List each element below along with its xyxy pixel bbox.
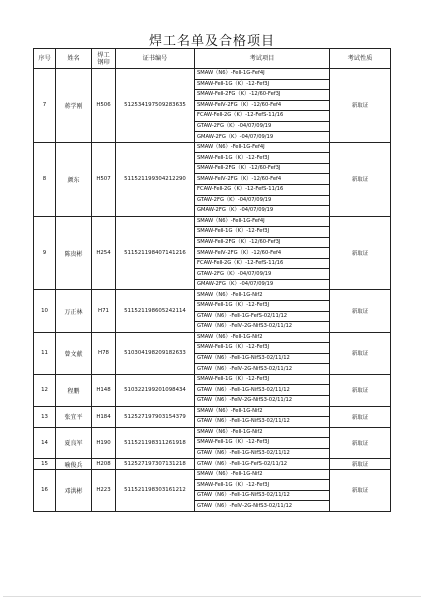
welder-name-cell: 邓洪彬 <box>56 469 92 511</box>
exam-nature-cell: 新取证 <box>330 374 391 406</box>
welder-name-cell: 程鹏 <box>56 374 92 406</box>
exam-item-cell: GTAW（N6）-FeⅡ-1G-FefS-02/11/12 <box>195 311 330 322</box>
welder-cert-cell: 511521198303161212 <box>116 469 195 511</box>
header-nature: 考试性质 <box>330 49 391 69</box>
table-row <box>34 69 391 80</box>
exam-item-cell: GTAW（N6）-FeⅡ-1G-NifS3-02/11/12 <box>195 353 330 364</box>
welder-name-cell: 颜东 <box>56 142 92 216</box>
welder-stamp-cell: H190 <box>92 427 116 459</box>
exam-item-cell: FCAW-FeⅡ-2G（K）-12-FefS-11/16 <box>195 111 330 122</box>
welder-cert-cell: 510322199201098434 <box>116 374 195 406</box>
table-body <box>34 69 391 512</box>
header-items: 考试项目 <box>195 49 330 69</box>
welder-name-cell: 蒋学刚 <box>56 69 92 143</box>
exam-nature-cell: 新取证 <box>330 69 391 143</box>
exam-item-cell: SMAW（N6）-FeⅡ-1G-Fef4J <box>195 142 330 153</box>
exam-nature-cell: 新取证 <box>330 216 391 290</box>
welder-stamp-cell: H507 <box>92 142 116 216</box>
welder-cert-cell: 511521198311261918 <box>116 427 195 459</box>
welder-seq-cell: 13 <box>34 406 56 427</box>
exam-item-cell: SMAW-FeⅡ-1G（K）-12-Fef3J <box>195 343 330 354</box>
exam-item-cell: SMAW（N6）-FeⅡ-1G-Nif2 <box>195 469 330 480</box>
exam-item-cell: GMAW-2FG（K）-04/07/09/19 <box>195 132 330 143</box>
exam-item-cell: GTAW-2FG（K）-04/07/09/19 <box>195 195 330 206</box>
exam-item-cell: GTAW（N6）-FeⅡ-1G-NifS3-02/11/12 <box>195 490 330 501</box>
exam-item-cell: FCAW-FeⅡ-2G（K）-12-FefS-11/16 <box>195 185 330 196</box>
exam-item-cell: SMAW-FeⅡ-1G（K）-12-Fef3J <box>195 301 330 312</box>
exam-item-cell: SMAW-FeⅣ-2FG（K）-12/60-Fef4 <box>195 248 330 259</box>
table-row <box>34 469 391 480</box>
exam-item-cell: GMAW-2FG（K）-04/07/09/19 <box>195 206 330 217</box>
exam-item-cell: SMAW（N6）-FeⅡ-1G-Nif2 <box>195 427 330 438</box>
welder-cert-cell: 512534197509283635 <box>116 69 195 143</box>
welder-seq-cell: 7 <box>34 69 56 143</box>
table-header-row <box>34 49 391 69</box>
welder-cert-cell: 511521198407141216 <box>116 216 195 290</box>
exam-item-cell: SMAW-FeⅣ-2FG（K）-12/60-Fef4 <box>195 174 330 185</box>
exam-item-cell: SMAW-FeⅡ-2FG（K）-12/60-Fef3J <box>195 163 330 174</box>
table-row <box>34 374 391 385</box>
welder-name-cell: 万正林 <box>56 290 92 332</box>
welder-name-cell: 张宜平 <box>56 406 92 427</box>
welder-name-cell: 陈贵彬 <box>56 216 92 290</box>
header-stamp: 焊工钢印 <box>92 49 116 69</box>
exam-item-cell: GTAW（N6）-FeⅡ-1G-NifS3-02/11/12 <box>195 448 330 459</box>
welder-stamp-cell: H506 <box>92 69 116 143</box>
welder-name-cell: 夏良军 <box>56 427 92 459</box>
exam-item-cell: SMAW-FeⅡ-1G（K）-12-Fef3J <box>195 480 330 491</box>
exam-item-cell: SMAW（N6）-FeⅡ-1G-Fef4J <box>195 216 330 227</box>
welder-cert-cell: 511521198605242114 <box>116 290 195 332</box>
welder-cert-cell: 512527197903154379 <box>116 406 195 427</box>
page-edge <box>3 596 421 597</box>
exam-nature-cell: 新取证 <box>330 469 391 511</box>
exam-item-cell: GTAW（N6）-FeⅡ-1G-FefS-02/11/12 <box>195 459 330 470</box>
table-row <box>34 406 391 417</box>
welder-stamp-cell: H148 <box>92 374 116 406</box>
exam-item-cell: GTAW-2FG（K）-04/07/09/19 <box>195 121 330 132</box>
welder-stamp-cell: H208 <box>92 459 116 470</box>
exam-item-cell: GMAW-2FG（K）-04/07/09/19 <box>195 279 330 290</box>
welder-seq-cell: 11 <box>34 332 56 374</box>
exam-item-cell: GTAW（N6）-FeⅣ-2G-NifS3-02/11/12 <box>195 395 330 406</box>
exam-item-cell: SMAW（N6）-FeⅡ-1G-Nif2 <box>195 406 330 417</box>
welder-stamp-cell: H184 <box>92 406 116 427</box>
exam-item-cell: GTAW（N6）-FeⅣ-2G-NifS3-02/11/12 <box>195 322 330 333</box>
exam-nature-cell: 新取证 <box>330 142 391 216</box>
exam-nature-cell: 新取证 <box>330 406 391 427</box>
welder-seq-cell: 16 <box>34 469 56 511</box>
exam-item-cell: SMAW-FeⅣ-2FG（K）-12/60-Fef4 <box>195 100 330 111</box>
welder-seq-cell: 14 <box>34 427 56 459</box>
exam-item-cell: GTAW（N6）-FeⅣ-2G-NifS3-02/11/12 <box>195 501 330 512</box>
exam-item-cell: SMAW-FeⅡ-2FG（K）-12/60-Fef3J <box>195 237 330 248</box>
exam-item-cell: GTAW-2FG（K）-04/07/09/19 <box>195 269 330 280</box>
exam-nature-cell: 新取证 <box>330 290 391 332</box>
table-row <box>34 427 391 438</box>
exam-item-cell: FCAW-FeⅡ-2G（K）-12-FefS-11/16 <box>195 258 330 269</box>
table-row <box>34 142 391 153</box>
document-title: 焊工名单及合格项目 <box>148 34 275 49</box>
exam-item-cell: GTAW（N6）-FeⅡ-1G-NifS3-02/11/12 <box>195 417 330 428</box>
exam-item-cell: GTAW（N6）-FeⅡ-1G-NifS3-02/11/12 <box>195 385 330 396</box>
header-cert: 证书编号 <box>116 49 195 69</box>
table-row <box>34 332 391 343</box>
exam-item-cell: SMAW-FeⅡ-2FG（K）-12/60-Fef3J <box>195 90 330 101</box>
exam-item-cell: GTAW（N6）-FeⅣ-2G-NifS3-02/11/12 <box>195 364 330 375</box>
exam-nature-cell: 新取证 <box>330 427 391 459</box>
exam-item-cell: SMAW-FeⅡ-1G（K）-12-Fef3J <box>195 227 330 238</box>
exam-nature-cell: 新取证 <box>330 459 391 470</box>
welder-seq-cell: 8 <box>34 142 56 216</box>
exam-item-cell: SMAW-FeⅡ-1G（K）-12-Fef3J <box>195 153 330 164</box>
welder-seq-cell: 10 <box>34 290 56 332</box>
welder-name-cell: 曾文献 <box>56 332 92 374</box>
welder-cert-cell: 510304198209182633 <box>116 332 195 374</box>
exam-item-cell: SMAW（N6）-FeⅡ-1G-Nif2 <box>195 290 330 301</box>
exam-item-cell: SMAW-FeⅡ-1G（K）-12-Fef3J <box>195 79 330 90</box>
exam-item-cell: SMAW-FeⅡ-1G（K）-12-Fef3J <box>195 374 330 385</box>
welder-stamp-cell: H78 <box>92 332 116 374</box>
welder-cert-cell: 511521199304212290 <box>116 142 195 216</box>
exam-nature-cell: 新取证 <box>330 332 391 374</box>
welder-seq-cell: 9 <box>34 216 56 290</box>
welder-seq-cell: 15 <box>34 459 56 470</box>
welder-name-cell: 喻俊兵 <box>56 459 92 470</box>
welder-table <box>33 48 391 512</box>
exam-item-cell: SMAW（N6）-FeⅡ-1G-Nif2 <box>195 332 330 343</box>
welder-stamp-cell: H223 <box>92 469 116 511</box>
header-name: 姓名 <box>56 49 92 69</box>
table-row <box>34 459 391 470</box>
header-seq: 序号 <box>34 49 56 69</box>
table-row <box>34 290 391 301</box>
welder-seq-cell: 12 <box>34 374 56 406</box>
exam-item-cell: SMAW（N6）-FeⅡ-1G-Fef4J <box>195 69 330 80</box>
table-row <box>34 216 391 227</box>
exam-item-cell: SMAW-FeⅡ-1G（K）-12-Fef3J <box>195 438 330 449</box>
welder-stamp-cell: H71 <box>92 290 116 332</box>
welder-cert-cell: 512527197307131218 <box>116 459 195 470</box>
welder-stamp-cell: H254 <box>92 216 116 290</box>
